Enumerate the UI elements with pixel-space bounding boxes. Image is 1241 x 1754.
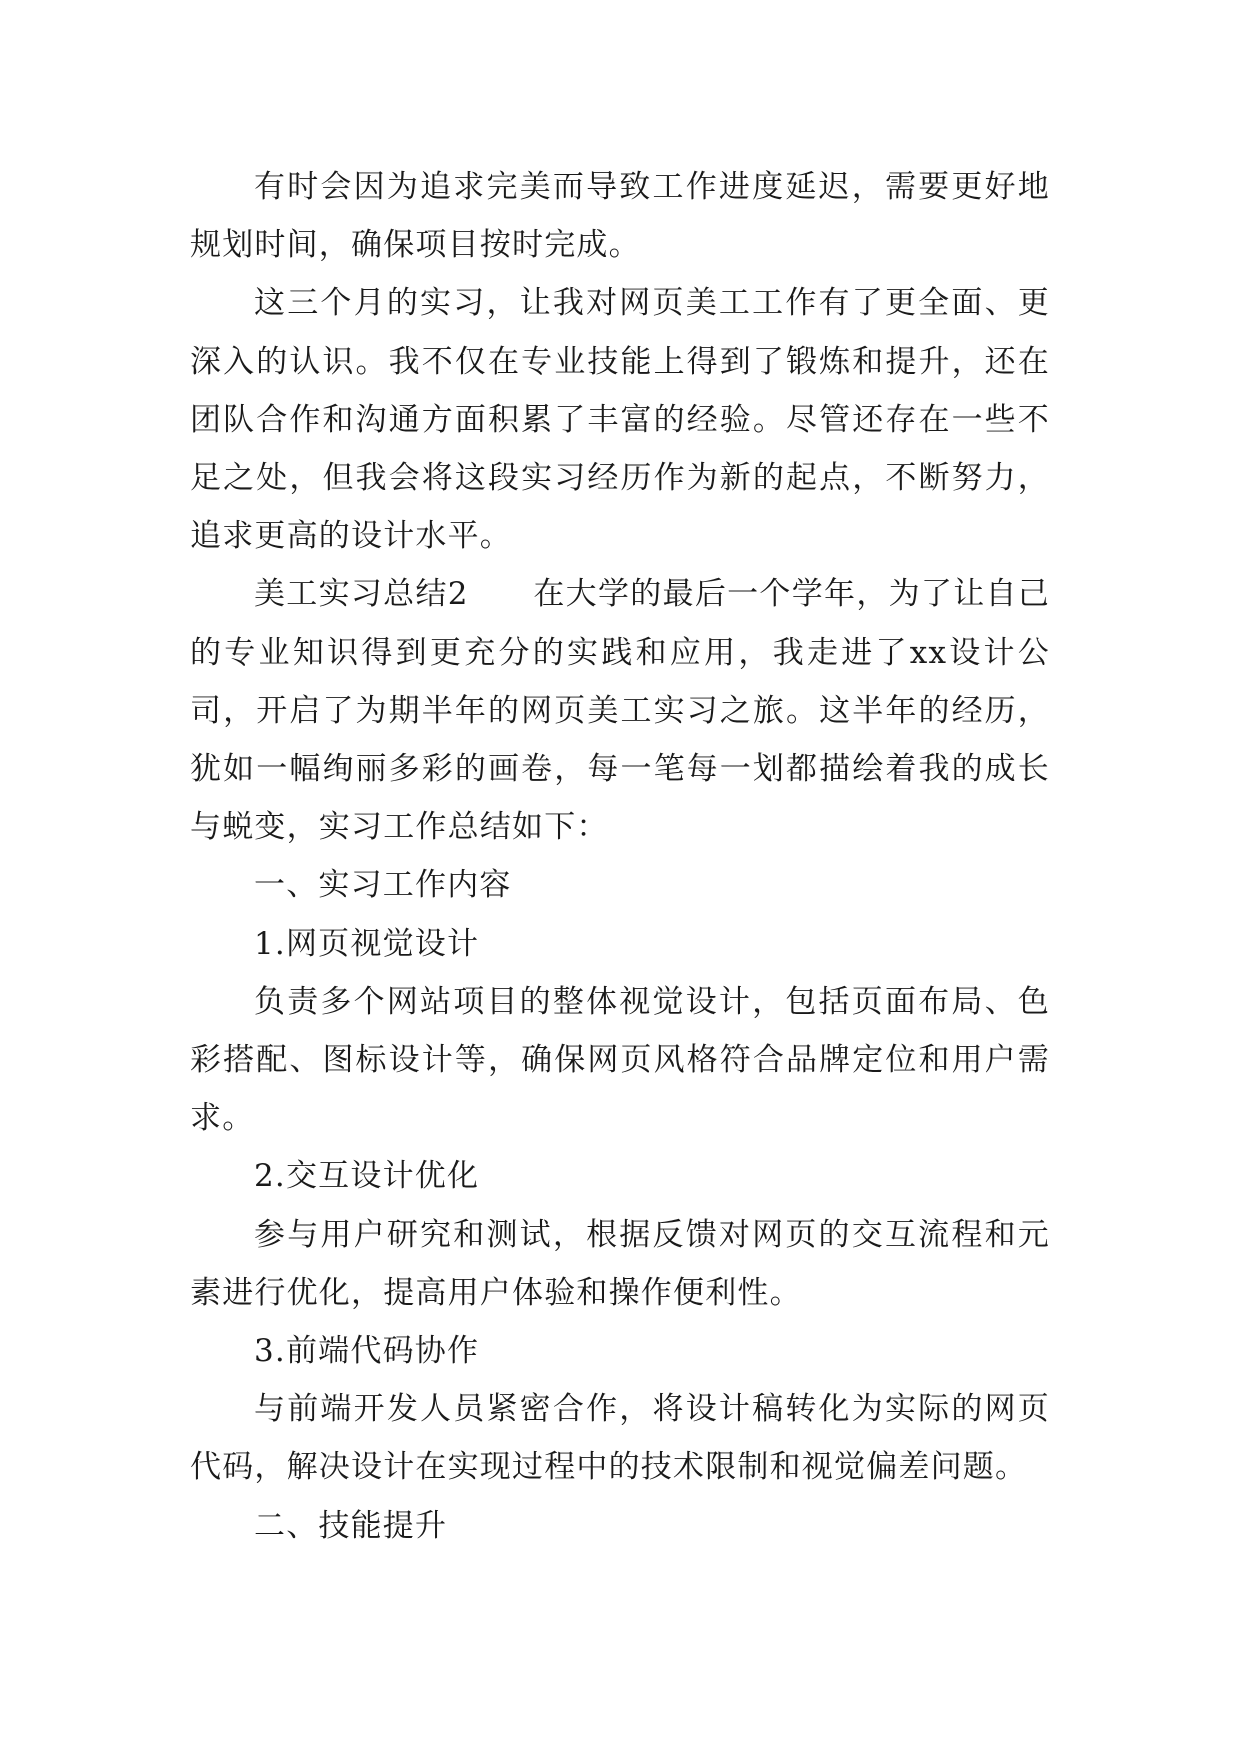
paragraph: 参与用户研究和测试，根据反馈对网页的交互流程和元素进行优化，提高用户体验和操作便利性。 [190, 1216, 1050, 1311]
paragraph: 这三个月的实习，让我对网页美工工作有了更全面、更深入的认识。我不仅在专业技能上得到了锻炼和提升，还在团队合作和沟通方面积累了丰富的经验。尽管还存在一些不足之处，但我会将这段实习经历作为新的起点，不断努力，追求更高的设计水平。 [190, 285, 1050, 555]
subsection-heading: 3.前端代码协作 [254, 1333, 480, 1370]
paragraph: 与前端开发人员紧密合作，将设计稿转化为实际的网页代码，解决设计在实现过程中的技术限制和视觉偏差问题。 [190, 1391, 1050, 1486]
section-heading: 二、技能提升 [254, 1507, 448, 1544]
document-body [190, 158, 1050, 1555]
paragraph: 有时会因为追求完美而导致工作进度延迟，需要更好地规划时间，确保项目按时完成。 [190, 169, 1050, 264]
subsection-heading: 1.网页视觉设计 [254, 925, 480, 962]
section-heading: 一、实习工作内容 [254, 867, 512, 904]
subsection-heading: 2.交互设计优化 [254, 1158, 480, 1195]
paragraph: 负责多个网站项目的整体视觉设计，包括页面布局、色彩搭配、图标设计等，确保网页风格符合品牌定位和用户需求。 [190, 983, 1050, 1137]
paragraph: 美工实习总结2 在大学的最后一个学年，为了让自己的专业知识得到更充分的实践和应用，我走进了xx设计公司，开启了为期半年的网页美工实习之旅。这半年的经历，犹如一幅绚丽多彩的画卷，每一笔每一划都描绘着我的成长与蜕变，实习工作总结如下： [190, 576, 1050, 846]
